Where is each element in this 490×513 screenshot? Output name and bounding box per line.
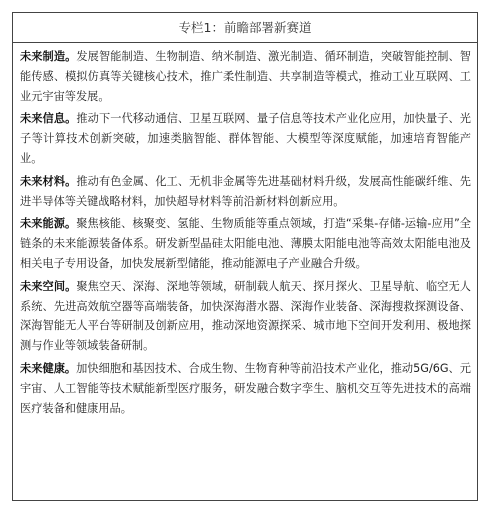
section-future-energy [20,214,471,273]
section-future-manufacturing [20,47,471,106]
section-text: 加快细胞和基因技术、合成生物、生物育种等前沿技术产业化，推动5G/6G、元宇宙、人工智能等技术赋能新型医疗服务，研发融合数字孪生、脑机交互等先进技术的高端医疗装备和健康用品。 [20,361,471,415]
section-text: 推动下一代移动通信、卫星互联网、量子信息等技术产业化应用，加快量子、光子等计算技术创新突破，加速类脑智能、群体智能、大模型等深度赋能，加速培育智能产业。 [20,112,471,165]
column-content [13,43,477,418]
section-text: 聚焦空天、深海、深地等领域，研制载人航天、探月探火、卫星导航、临空无人系统、先进高效航空器等高端装备，加快深海潜水器、深海作业装备、深海搜救探测设备、深海智能无人平台等研制及创新应用，推动深地资源探采、城市地下空间开发利用、极地探测与作业等领域装备研制。 [20,279,471,353]
section-text: 聚焦核能、核聚变、氢能、生物质能等重点领域，打造“采集-存储-运输-应用”全链条的未来能源装备体系。研发新型晶硅太阳能电池、薄膜太阳能电池等高效太阳能电池及相关电子专用设备，加快发展新型储能，推动能源电子产业融合升级。 [20,217,471,270]
section-future-materials [20,172,471,212]
section-future-health [20,359,471,418]
section-future-space [20,277,471,356]
section-text: 发展智能制造、生物制造、纳米制造、激光制造、循环制造，突破智能控制、智能传感、模拟仿真等关键核心技术，推广柔性制造、共享制造等模式，推动工业互联网、工业元宇宙等发展。 [20,50,471,103]
section-heading: 未来信息。 [20,112,77,126]
section-heading: 未来能源。 [20,217,77,231]
column-title: 专栏1：前瞻部署新赛道 [13,13,477,43]
section-heading: 未来健康。 [20,361,77,375]
section-heading: 未来制造。 [20,50,77,63]
section-heading: 未来材料。 [20,174,77,188]
section-future-information [20,109,471,168]
column-box [12,12,478,501]
section-heading: 未来空间。 [20,279,77,293]
section-text: 推动有色金属、化工、无机非金属等先进基础材料升级，发展高性能碳纤维、先进半导体等关键战略材料，加快超导材料等前沿新材料创新应用。 [20,174,471,208]
